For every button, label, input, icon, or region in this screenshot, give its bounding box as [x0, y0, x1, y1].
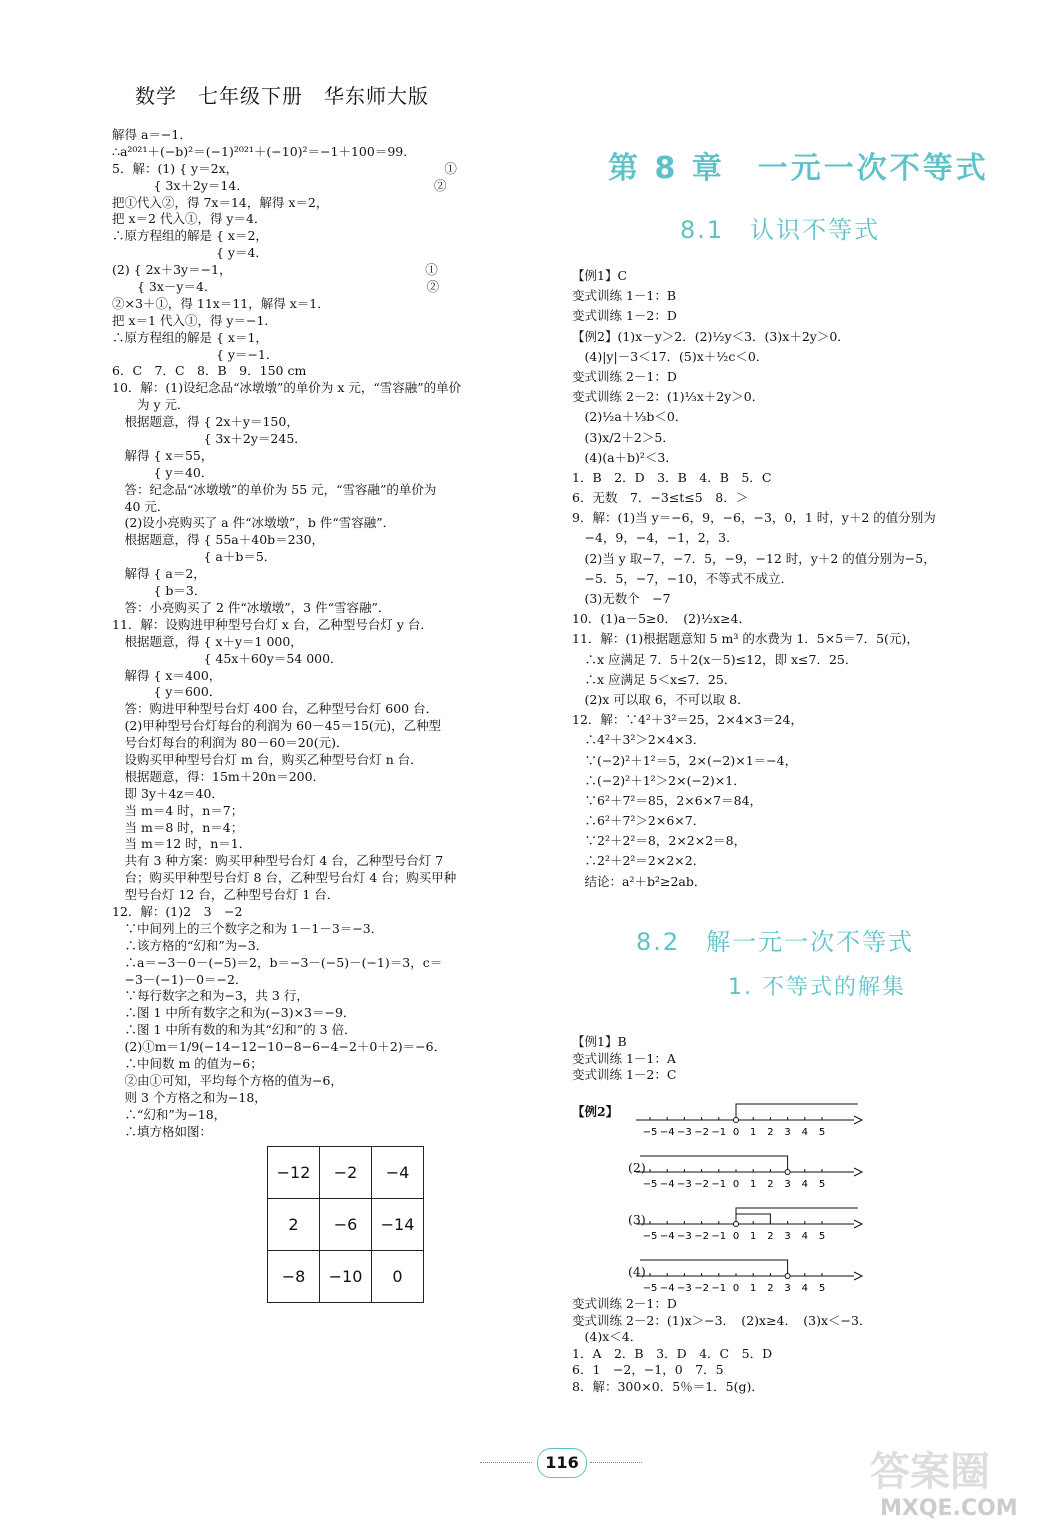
text-line: 1．B 2．D 3．B 4．B 5．C — [572, 469, 772, 485]
text-line: 号台灯每台的利润为 80－60＝20(元)． — [112, 735, 349, 751]
tick-label: −5 — [642, 1179, 658, 1190]
tick-label: −5 — [642, 1127, 658, 1138]
text-line: 6．1 −2，−1，0 7．5 — [572, 1362, 724, 1377]
text-line: 根据题意，得：15m＋20n＝200． — [112, 768, 326, 784]
text-line: 解得 a＝−1． — [112, 127, 192, 142]
text-line: ∴6²＋7²＞2×6×7． — [572, 813, 706, 829]
tick-label: −4 — [659, 1283, 675, 1294]
tick-label: 0 — [732, 1127, 740, 1138]
text-line: ∵2²＋2²＝8，2×2×2＝8， — [572, 833, 747, 849]
tick-label: −2 — [694, 1283, 709, 1294]
text-line: ∴a＝−3－0－(−5)＝2，b＝−3－(−5)－(−1)＝3，c＝ — [112, 954, 443, 970]
magic-square-cell: −10 — [320, 1251, 372, 1303]
subsection-title: 1. 不等式的解集 — [728, 975, 906, 1000]
text-line: 5．解：(1) { y＝2x， ① — [112, 160, 457, 176]
left-column — [112, 127, 552, 1140]
text-line: 答：纪念品“冰墩墩”的单价为 55 元，“雪容融”的单价为 — [112, 481, 437, 497]
tick-label: 1 — [750, 1231, 757, 1242]
text-line: ∵每行数字之和为−3，共 3 行， — [112, 988, 309, 1004]
text-line: (2)甲种型号台灯每台的利润为 60－45＝15(元)，乙种型 — [112, 718, 442, 734]
text-line: 根据题意，得 { 2x＋y＝150， — [112, 414, 299, 430]
tick-label: 4 — [801, 1179, 808, 1190]
text-line: 型号台灯 12 台，乙种型号台灯 1 台． — [112, 887, 340, 903]
text-line: (4)|y|－3＜17．(5)x＋½c＜0． — [572, 348, 769, 364]
text-line: 解得 { x＝55， — [112, 447, 214, 463]
text-line: { y＝40． — [112, 464, 214, 480]
text-line: { 3x－y＝4． ② — [112, 279, 440, 295]
text-line: 设购买甲种型号台灯 m 台，购买乙种型号台灯 n 台． — [112, 751, 423, 767]
tick-label: 1 — [750, 1179, 757, 1190]
tick-label: −1 — [711, 1283, 727, 1294]
tick-label: −2 — [694, 1231, 709, 1242]
text-line: ∴x 应满足 5＜x≤7．25． — [572, 671, 737, 687]
magic-square-cell: −2 — [320, 1147, 372, 1199]
number-line-2 — [636, 1152, 876, 1196]
numberline-label: (2) — [628, 1160, 646, 1175]
tick-label: 4 — [801, 1127, 808, 1138]
text-line: 当 m＝12 时，n＝1． — [112, 836, 252, 852]
text-line: 为 y 元． — [112, 397, 190, 413]
magic-square-cell: 0 — [372, 1251, 424, 1303]
tick-label: 2 — [767, 1179, 774, 1190]
text-line: { 3x＋2y＝14． ② — [112, 177, 447, 193]
text-line: ∴中间数 m 的值为−6； — [112, 1055, 263, 1071]
tick-label: 0 — [732, 1283, 740, 1294]
watermark-url: MXQE.COM — [880, 1496, 1018, 1521]
text-line: (2) { 2x＋3y＝−1， ① — [112, 262, 438, 278]
tick-label: 0 — [732, 1231, 740, 1242]
text-line: ∴该方格的“幻和”为−3． — [112, 937, 269, 953]
text-line: 【例2】(1)x－y＞2．(2)½y＜3．(3)x＋2y＞0． — [572, 328, 850, 344]
text-line: 8．解：300×0．5％＝1．5(g)． — [572, 1378, 764, 1394]
tick-label: 2 — [767, 1231, 774, 1242]
text-line: (2)x 可以取 6，不可以取 8． — [572, 691, 750, 707]
text-line: (3)无数个 −7 — [572, 591, 671, 606]
text-line: 根据题意，得 { x＋y＝1 000， — [112, 633, 303, 649]
numberline-label: (3) — [628, 1212, 646, 1227]
tick-label: −3 — [677, 1231, 692, 1242]
text-line: 变式训练 2－2：(1)x＞−3． (2)x≥4． (3)x＜−3． — [572, 1312, 872, 1328]
example2-label: 【例2】 — [572, 1104, 619, 1119]
text-line: 则 3 个方格之和为−18， — [112, 1089, 267, 1105]
page-number: 116 — [537, 1448, 587, 1478]
page-header: 数学 七年级下册 华东师大版 — [135, 84, 429, 108]
magic-square-cell: 2 — [268, 1199, 320, 1251]
text-line: (2)½a＋⅓b＜0． — [572, 409, 688, 425]
text-line: 【例1】B — [572, 1034, 627, 1049]
magic-square — [267, 1146, 424, 1303]
tick-label: 2 — [767, 1127, 774, 1138]
tick-label: 5 — [818, 1283, 826, 1294]
tick-label: −2 — [694, 1179, 709, 1190]
tick-label: −1 — [711, 1179, 727, 1190]
text-line: 当 m＝8 时，n＝4； — [112, 819, 244, 835]
text-line: 把 x＝1 代入①，得 y＝−1． — [112, 312, 277, 328]
text-line: ∴4²＋3²＞2×4×3． — [572, 732, 706, 748]
text-line: ∵中间列上的三个数字之和为 1－1－3＝−3． — [112, 920, 384, 936]
tick-label: −4 — [659, 1231, 675, 1242]
text-line: ∴x 应满足 7．5＋2(x－5)≤12，即 x≤7．25． — [572, 651, 858, 667]
magic-square-cell: −14 — [372, 1199, 424, 1251]
text-line: ∴“幻和”为−18， — [112, 1106, 227, 1122]
section-8-1-title: 8.1 认识不等式 — [680, 216, 881, 244]
chapter-title: 第 8 章 一元一次不等式 — [608, 151, 989, 186]
tick-label: 3 — [784, 1283, 791, 1294]
text-line: { y＝−1． — [112, 346, 279, 362]
tick-label: −3 — [677, 1283, 692, 1294]
text-line: (2)①m＝1/9(−14−12−10−8−6−4−2＋0＋2)＝−6． — [112, 1039, 447, 1055]
text-line: 根据题意，得 { 55a＋40b＝230， — [112, 532, 325, 548]
text-line: −3－(−1)－0＝−2． — [112, 971, 248, 987]
tick-label: −4 — [659, 1179, 675, 1190]
text-line: 6．C 7．C 8．B 9．150 cm — [112, 363, 307, 379]
tick-label: 4 — [801, 1231, 808, 1242]
text-line: 变式训练 2－1：D — [572, 1296, 677, 1311]
text-line: { y＝600． — [112, 684, 222, 700]
text-line: ∴图 1 中所有数的和为其“幻和”的 3 倍． — [112, 1022, 357, 1038]
text-line: { a＋b＝5． — [112, 549, 277, 565]
text-line: 解得 { a＝2， — [112, 566, 206, 582]
watermark-logo: 答案圈 — [870, 1449, 990, 1495]
tick-label: −1 — [711, 1127, 727, 1138]
text-line: { y＝4． — [112, 245, 268, 261]
text-line: 变式训练 1－2：D — [572, 308, 677, 324]
text-line: 答：购进甲种型号台灯 400 台，乙种型号台灯 600 台． — [112, 701, 439, 717]
text-line: 【例1】C — [572, 268, 628, 283]
text-line: (2)当 y 取−7，−7．5，−9，−12 时，y＋2 的值分别为−5， — [572, 550, 936, 566]
text-line: 把 x＝2 代入①，得 y＝4． — [112, 211, 267, 227]
tick-label: −1 — [711, 1231, 727, 1242]
tick-label: 5 — [818, 1179, 826, 1190]
tick-label: 1 — [750, 1283, 757, 1294]
tick-label: −4 — [659, 1127, 675, 1138]
text-line: 1．A 2．B 3．D 4．C 5．D — [572, 1345, 773, 1361]
magic-square-cell: −12 — [268, 1147, 320, 1199]
text-line: { 3x＋2y＝245． — [112, 431, 307, 447]
number-line-4 — [636, 1256, 876, 1300]
text-line: 40 元． — [112, 498, 170, 514]
text-line: ∴2²＋2²＝2×2×2． — [572, 853, 706, 869]
right-column-a — [572, 266, 992, 892]
text-line: 解得 { x＝400， — [112, 667, 222, 683]
right-column-b — [572, 1034, 992, 1084]
tick-label: −3 — [677, 1127, 692, 1138]
tick-label: 3 — [784, 1231, 791, 1242]
text-line: 把①代入②，得 7x＝14，解得 x＝2， — [112, 194, 329, 210]
text-line: ∴填方格如图： — [112, 1123, 213, 1139]
tick-label: 1 — [750, 1127, 757, 1138]
text-line: 12．解：(1)2 3 −2 — [112, 903, 243, 919]
text-line: ②由①可知，平均每个方格的值为−6， — [112, 1072, 343, 1088]
magic-square-cell: −8 — [268, 1251, 320, 1303]
text-line: 10．解：(1)设纪念品“冰墩墩”的单价为 x 元，“雪容融”的单价 — [112, 380, 462, 396]
text-line: 台；购买甲种型号台灯 8 台，乙种型号台灯 4 台；购买甲种 — [112, 870, 457, 886]
text-line: ∴图 1 中所有数字之和为(−3)×3＝−9． — [112, 1005, 356, 1021]
text-line: 变式训练 1－1：A — [572, 1050, 676, 1066]
text-line: 即 3y＋4z＝40． — [112, 785, 224, 801]
magic-square-cell: −4 — [372, 1147, 424, 1199]
text-line: 变式训练 1－2：C — [572, 1067, 677, 1082]
text-line: ∴原方程组的解是 { x＝2， — [112, 228, 268, 244]
text-line: (4)x＜4． — [572, 1329, 643, 1344]
right-column-c — [572, 1296, 992, 1395]
text-line: 变式训练 2－2：(1)⅓x＋2y＞0． — [572, 389, 765, 405]
text-line: { 45x＋60y＝54 000． — [112, 650, 343, 666]
tick-label: −3 — [677, 1179, 692, 1190]
tick-label: 4 — [801, 1283, 808, 1294]
magic-square-cell: −6 — [320, 1199, 372, 1251]
tick-label: −2 — [694, 1127, 709, 1138]
text-line: 变式训练 2－1：D — [572, 368, 677, 384]
tick-label: 5 — [818, 1127, 826, 1138]
text-line: −5．5，−7，−10，不等式不成立． — [572, 570, 794, 586]
text-line: 结论：a²＋b²≥2ab． — [572, 873, 707, 889]
footer-dots-left — [480, 1462, 532, 1464]
text-line: ∵(−2)²＋1²＝5，2×(−2)×1＝−4， — [572, 752, 798, 768]
tick-label: 3 — [784, 1179, 791, 1190]
text-line: (3)x/2＋2＞5． — [572, 429, 675, 445]
text-line: 当 m＝4 时，n＝7； — [112, 802, 244, 818]
tick-label: 5 — [818, 1231, 826, 1242]
text-line: 10．(1)a－5≥0． (2)½x≥4． — [572, 611, 751, 627]
text-line: 共有 3 种方案：购买甲种型号台灯 4 台，乙种型号台灯 7 — [112, 853, 444, 869]
text-line: 6．无数 7．−3≤t≤5 8．＞ — [572, 490, 749, 506]
text-line: ∵6²＋7²＝85，2×6×7＝84， — [572, 792, 763, 808]
text-line: (2)设小亮购买了 a 件“冰墩墩”，b 件“雪容融”． — [112, 515, 396, 531]
tick-label: −5 — [642, 1231, 658, 1242]
tick-label: 2 — [767, 1283, 774, 1294]
number-line-3 — [636, 1204, 876, 1248]
footer-dots-right — [590, 1462, 642, 1464]
text-line: 12．解：∵4²＋3²＝25，2×4×3＝24， — [572, 712, 803, 728]
section-8-2-title: 8.2 解一元一次不等式 — [636, 928, 915, 956]
number-line-1 — [636, 1100, 876, 1144]
text-line: ∴a²⁰²¹＋(−b)²＝(−1)²⁰²¹＋(−10)²＝−1＋100＝99． — [112, 143, 416, 159]
text-line: 9．解：(1)当 y＝−6，9，−6，−3，0，1 时，y＋2 的值分别为 — [572, 510, 936, 526]
text-line: ②×3＋①，得 11x＝11，解得 x＝1． — [112, 295, 330, 311]
text-line: 11．解：(1)根据题意知 5 m³ 的水费为 1．5×5＝7．5(元)， — [572, 631, 919, 647]
tick-label: −5 — [642, 1283, 658, 1294]
text-line: 答：小亮购买了 2 件“冰墩墩”，3 件“雪容融”． — [112, 599, 391, 615]
text-line: 变式训练 1－1：B — [572, 288, 677, 304]
text-line: { b＝3． — [112, 583, 207, 599]
text-line: ∴原方程组的解是 { x＝1， — [112, 329, 268, 345]
text-line: 11．解：设购进甲种型号台灯 x 台，乙种型号台灯 y 台． — [112, 616, 433, 632]
tick-label: 0 — [732, 1179, 740, 1190]
text-line: −4，9，−4，−1，2，3． — [572, 530, 739, 546]
numberline-label: (4) — [628, 1264, 646, 1279]
text-line: (4)(a＋b)²＜3． — [572, 449, 678, 465]
tick-label: 3 — [784, 1127, 791, 1138]
text-line: ∴(−2)²＋1²＞2×(−2)×1． — [572, 772, 746, 788]
